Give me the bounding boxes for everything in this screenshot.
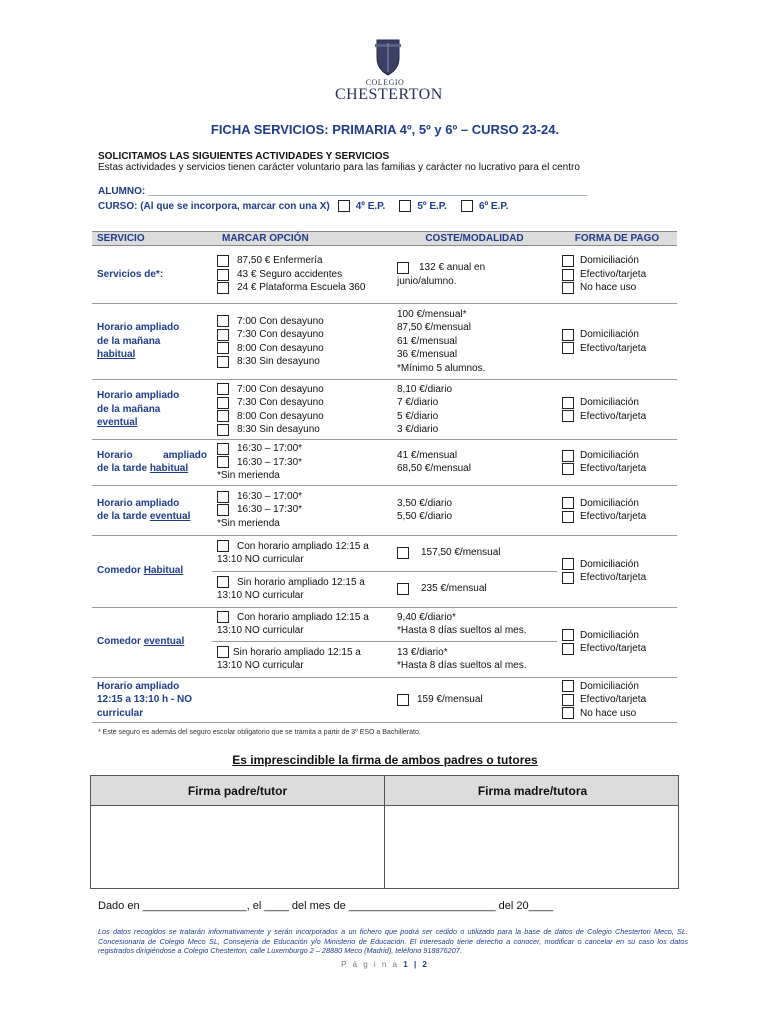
checkbox[interactable] <box>562 558 574 570</box>
cost-cell <box>392 535 557 571</box>
checkbox[interactable] <box>397 547 409 559</box>
checkbox[interactable] <box>217 383 229 395</box>
table-row <box>92 607 677 641</box>
course-label: CURSO: (Al que se incorpora, marcar con una X) <box>98 200 330 212</box>
checkbox[interactable] <box>562 282 574 294</box>
option-item[interactable]: 7:00 Con desayuno <box>217 315 387 329</box>
option-cell: Sin horario ampliado 12:15 a 13:10 NO curricular <box>212 641 392 677</box>
page-number: P á g i n a 1 | 2 <box>341 960 429 969</box>
checkbox[interactable] <box>217 443 229 455</box>
checkbox[interactable] <box>397 262 409 274</box>
checkbox[interactable] <box>562 269 574 281</box>
payment-cell <box>557 380 677 440</box>
request-heading: SOLICITAMOS LAS SIGUIENTES ACTIVIDADES Y SERVICIOS <box>98 151 390 162</box>
service-cell: Servicios de*: <box>92 246 212 304</box>
header-payment: FORMA DE PAGO <box>557 232 677 246</box>
checkbox[interactable] <box>562 397 574 409</box>
signature-heading: Es imprescindible la firma de ambos padres o tutores <box>232 753 538 767</box>
option-cell: 16:30 – 17:00* 16:30 – 17:30* *Sin merienda <box>212 440 392 486</box>
payment-option[interactable]: Efectivo/tarjeta <box>562 571 672 585</box>
logo-big-text: CHESTERTON <box>335 86 443 103</box>
payment-option[interactable]: Domiciliación <box>562 497 672 511</box>
table-row <box>92 380 677 440</box>
service-cell: Horario ampliado de la tarde eventual <box>92 485 212 535</box>
checkbox[interactable] <box>217 576 229 588</box>
payment-option[interactable]: Efectivo/tarjeta <box>562 462 672 476</box>
cost-cell: 13 €/diario* *Hasta 8 días sueltos al mes. <box>392 641 557 677</box>
option-item[interactable]: 16:30 – 17:00* <box>217 490 387 504</box>
option-item[interactable]: 8:00 Con desayuno <box>217 342 387 356</box>
service-cell: Horario ampliado de la mañana habitual <box>92 304 212 380</box>
signature-table <box>90 775 679 889</box>
payment-option[interactable]: No hace uso <box>562 707 672 721</box>
checkbox[interactable] <box>217 646 229 658</box>
checkbox[interactable] <box>217 491 229 503</box>
checkbox[interactable] <box>217 456 229 468</box>
checkbox[interactable] <box>217 410 229 422</box>
checkbox[interactable] <box>562 497 574 509</box>
header-option: MARCAR OPCIÓN <box>212 232 392 246</box>
service-cell: Horario ampliado de la mañana eventual <box>92 380 212 440</box>
cost-cell: 132 € anual en junio/alumno. <box>392 246 557 304</box>
table-row <box>92 677 677 723</box>
payment-option[interactable]: Domiciliación <box>562 680 672 694</box>
table-row <box>92 304 677 380</box>
option-item[interactable]: 87,50 € Enfermería <box>217 254 387 268</box>
header-service: SERVICIO <box>92 232 212 246</box>
checkbox[interactable] <box>217 397 229 409</box>
document-title: FICHA SERVICIOS: PRIMARIA 4º, 5º y 6º – CURSO 23-24. <box>210 122 560 137</box>
checkbox[interactable] <box>562 694 574 706</box>
mother-signature-label: Firma madre/tutora <box>477 784 588 798</box>
option-item[interactable]: Con horario ampliado 12:15 a <box>217 611 387 625</box>
option-item[interactable]: 16:30 – 17:30* <box>217 503 387 517</box>
cost-cell: 8,10 €/diario 7 €/diario 5 €/diario 3 €/diario <box>392 380 557 440</box>
option-item[interactable]: Sin horario ampliado 12:15 a <box>217 576 387 590</box>
service-cell: Comedor eventual <box>92 607 212 677</box>
option-cell <box>212 304 392 380</box>
checkbox[interactable] <box>217 282 229 294</box>
cost-cell: 41 €/mensual 68,50 €/mensual <box>392 440 557 486</box>
checkbox[interactable] <box>562 511 574 523</box>
payment-option[interactable]: Domiciliación <box>562 558 672 572</box>
payment-option[interactable]: Efectivo/tarjeta <box>562 693 672 707</box>
option-cell: Sin horario ampliado 12:15 a 13:10 NO curricular <box>212 571 392 607</box>
checkbox[interactable] <box>562 255 574 267</box>
mother-signature-box[interactable] <box>385 807 679 889</box>
service-cell: Horario ampliado 12:15 a 13:10 h - NO curricular <box>92 677 212 723</box>
option-item[interactable]: 24 € Plataforma Escuela 360 <box>217 281 387 295</box>
payment-cell <box>557 607 677 677</box>
payment-cell <box>557 677 677 723</box>
payment-cell <box>557 535 677 607</box>
cost-cell: 100 €/mensual* 87,50 €/mensual 61 €/mensual 36 €/mensual *Mínimo 5 alumnos. <box>392 304 557 380</box>
option-cell <box>212 677 392 723</box>
checkbox[interactable] <box>217 504 229 516</box>
course-option-4[interactable]: 4º E.P. <box>338 200 386 212</box>
option-item[interactable]: 235 €/mensual <box>397 582 552 596</box>
option-cell: Con horario ampliado 12:15 a 13:10 NO curricular <box>212 535 392 571</box>
checkbox[interactable] <box>562 572 574 584</box>
checkbox[interactable] <box>562 410 574 422</box>
checkbox[interactable] <box>562 707 574 719</box>
checkbox[interactable] <box>338 200 350 212</box>
option-item[interactable]: 8:00 Con desayuno <box>217 410 387 424</box>
checkbox[interactable] <box>562 629 574 641</box>
checkbox[interactable] <box>562 643 574 655</box>
table-row <box>92 440 677 486</box>
payment-option[interactable]: Efectivo/tarjeta <box>562 268 672 282</box>
option-item[interactable]: 8:30 Sin desayuno <box>217 423 387 437</box>
checkbox[interactable] <box>217 356 229 368</box>
option-item[interactable]: 159 €/mensual <box>397 693 552 707</box>
payment-option[interactable]: Efectivo/tarjeta <box>562 510 672 524</box>
course-option-6[interactable]: 6º E.P. <box>461 200 509 212</box>
table-row <box>92 246 677 304</box>
option-cell <box>212 380 392 440</box>
payment-option[interactable]: Efectivo/tarjeta <box>562 342 672 356</box>
services-table <box>92 231 677 723</box>
father-signature-box[interactable] <box>91 807 384 889</box>
shield-emblem-icon <box>373 38 403 76</box>
checkbox[interactable] <box>562 450 574 462</box>
cost-cell: 3,50 €/diario 5,50 €/diario <box>392 485 557 535</box>
payment-cell <box>557 485 677 535</box>
option-cell <box>212 246 392 304</box>
checkbox[interactable] <box>399 200 411 212</box>
father-signature-label: Firma padre/tutor <box>187 784 288 798</box>
payment-option[interactable]: Domiciliación <box>562 328 672 342</box>
checkbox[interactable] <box>217 342 229 354</box>
checkbox[interactable] <box>217 315 229 327</box>
checkbox[interactable] <box>217 329 229 341</box>
checkbox[interactable] <box>562 329 574 341</box>
payment-cell <box>557 246 677 304</box>
payment-cell <box>557 304 677 380</box>
payment-option[interactable]: Domiciliación <box>562 449 672 463</box>
option-item[interactable]: 7:00 Con desayuno <box>217 383 387 397</box>
payment-option[interactable]: Domiciliación <box>562 254 672 268</box>
cost-cell <box>392 677 557 723</box>
checkbox[interactable] <box>562 342 574 354</box>
header-cost: COSTE/MODALIDAD <box>392 232 557 246</box>
checkbox[interactable] <box>461 200 473 212</box>
course-selection <box>98 200 509 212</box>
table-header-row <box>92 232 677 246</box>
checkbox[interactable] <box>397 583 409 595</box>
option-item[interactable]: 16:30 – 17:00* <box>217 442 387 456</box>
payment-option[interactable]: No hace uso <box>562 281 672 295</box>
option-item[interactable]: Con horario ampliado 12:15 a <box>217 540 387 554</box>
logo-small-text: COLEGIO <box>365 78 405 87</box>
checkbox[interactable] <box>217 611 229 623</box>
table-row <box>92 535 677 571</box>
checkbox[interactable] <box>397 694 409 706</box>
request-note: Estas actividades y servicios tienen carácter voluntario para las familias y carácter no lucrativo para el centro <box>98 162 580 173</box>
option-cell: Con horario ampliado 12:15 a 13:10 NO curricular <box>212 607 392 641</box>
table-row <box>92 485 677 535</box>
checkbox[interactable] <box>562 680 574 692</box>
cost-cell <box>392 571 557 607</box>
insurance-footnote: * Este seguro es además del seguro escolar obligatorio que se tramita a partir de 3º ESO a Bachillerato. <box>98 729 421 736</box>
payment-option[interactable]: Efectivo/tarjeta <box>562 642 672 656</box>
checkbox[interactable] <box>562 463 574 475</box>
student-name-field[interactable]: ALUMNO: _______________________________________________________________________________ <box>98 186 588 197</box>
service-cell: Comedor Habitual <box>92 535 212 607</box>
option-cell: 16:30 – 17:00* 16:30 – 17:30* *Sin merienda <box>212 485 392 535</box>
payment-option[interactable]: Efectivo/tarjeta <box>562 410 672 424</box>
cost-cell: 9,40 €/diario* *Hasta 8 días sueltos al mes. <box>392 607 557 641</box>
school-logo <box>335 38 443 106</box>
option-item[interactable]: Sin horario ampliado 12:15 a <box>217 646 387 660</box>
checkbox[interactable] <box>217 424 229 436</box>
payment-option[interactable]: Domiciliación <box>562 629 672 643</box>
checkbox[interactable] <box>217 540 229 552</box>
option-item[interactable]: 16:30 – 17:30* <box>217 456 387 470</box>
date-place-line[interactable]: Dado en _________________, el ____ del mes de ________________________ del 20____ <box>98 900 554 912</box>
option-item[interactable]: 7:30 Con desayuno <box>217 396 387 410</box>
service-cell: Horario ampliado de la tarde habitual <box>92 440 212 486</box>
course-option-5[interactable]: 5º E.P. <box>399 200 447 212</box>
legal-notice: Los datos recogidos se tratarán informativamente y serán incorporados a un fichero que podrá ser cedido o utilizado para la base de datos de Colegio Chesterton Meco, SL. Concesionaria de Colegio Meco SL, Consejería de Educación y/o Ministerio de Educación. El interesado tiene derecho a conocer, modificar o cancelar en su caso los datos registrados dirigiéndose a Colegio Chesterton, calle Luxemburgo 2 – 28880 Meco (Madrid), teléfono 918876207. <box>98 927 688 955</box>
option-item[interactable]: 8:30 Sin desayuno <box>217 355 387 369</box>
checkbox[interactable] <box>217 255 229 267</box>
checkbox[interactable] <box>217 269 229 281</box>
payment-option[interactable]: Domiciliación <box>562 396 672 410</box>
payment-cell <box>557 440 677 486</box>
option-item[interactable]: 7:30 Con desayuno <box>217 328 387 342</box>
option-item[interactable]: 43 € Seguro accidentes <box>217 268 387 282</box>
option-item[interactable]: 157,50 €/mensual <box>397 546 552 560</box>
